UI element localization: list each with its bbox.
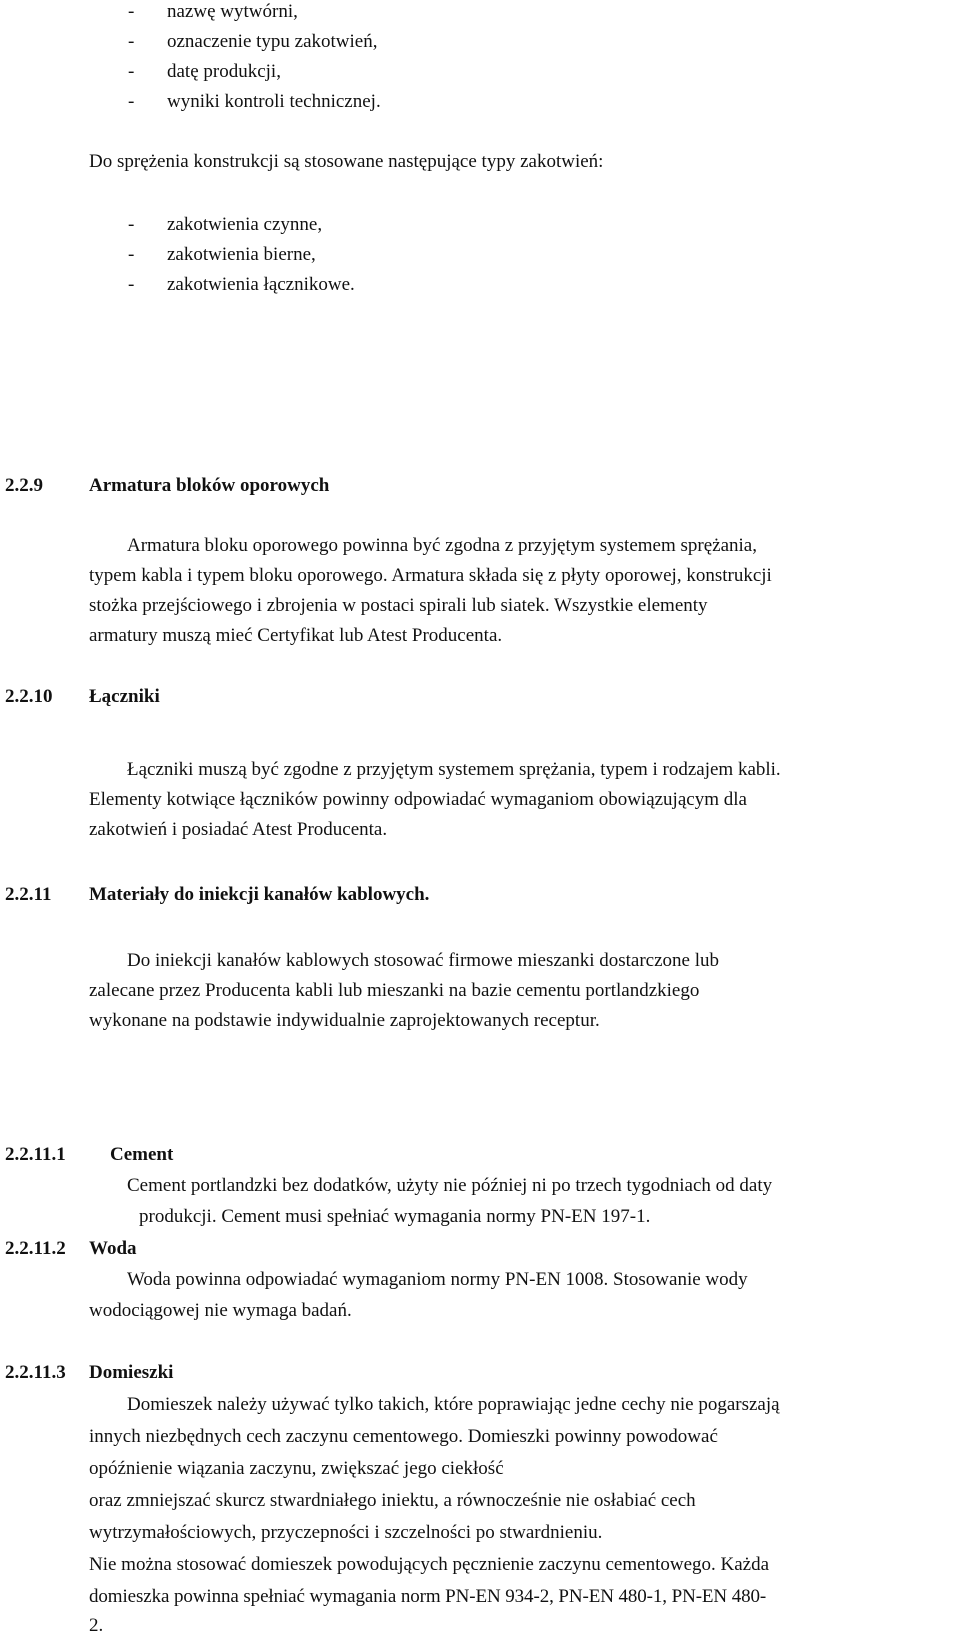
paragraph-line: Nie można stosować domieszek powodujących pęcznienie zaczynu cementowego. Każda <box>89 1554 770 1575</box>
paragraph-line: typem kabla i typem bloku oporowego. Armatura składa się z płyty oporowej, konstrukcji <box>89 565 772 586</box>
paragraph-line: 2. <box>89 1615 104 1636</box>
section-number: 2.2.10 <box>5 686 53 707</box>
section-number: 2.2.11 <box>5 884 52 905</box>
section-title: Materiały do iniekcji kanałów kablowych. <box>89 884 430 905</box>
list-dash: - <box>128 274 135 295</box>
section-title: Łączniki <box>89 686 160 707</box>
list-dash: - <box>128 61 135 82</box>
paragraph-line: wykonane na podstawie indywidualnie zaprojektowanych receptur. <box>89 1010 600 1031</box>
paragraph-line: opóźnienie wiązania zaczynu, zwiększać jego ciekłość <box>89 1458 504 1479</box>
paragraph-line: Cement portlandzki bez dodatków, użyty nie później ni po trzech tygodniach od daty <box>127 1175 773 1196</box>
list-dash: - <box>128 31 135 52</box>
section-title: Armatura bloków oporowych <box>89 475 330 496</box>
list-dash: - <box>128 244 135 265</box>
section-title: Cement <box>110 1144 174 1165</box>
list-item: zakotwienia łącznikowe. <box>167 274 355 295</box>
paragraph-line: Domieszek należy używać tylko takich, które poprawiając jedne cechy nie pogarszają <box>127 1394 780 1415</box>
paragraph-line: Łączniki muszą być zgodne z przyjętym systemem sprężania, typem i rodzajem kabli. <box>127 759 781 780</box>
list-item: oznaczenie typu zakotwień, <box>167 31 378 52</box>
section-number: 2.2.9 <box>5 475 43 496</box>
paragraph-line: wodociągowej nie wymaga badań. <box>89 1300 352 1321</box>
paragraph-intro: Do sprężenia konstrukcji są stosowane następujące typy zakotwień: <box>89 151 604 172</box>
list-dash: - <box>128 214 135 235</box>
paragraph-line: armatury muszą mieć Certyfikat lub Atest Producenta. <box>89 625 503 646</box>
paragraph-line: Woda powinna odpowiadać wymaganiom normy PN-EN 1008. Stosowanie wody <box>127 1269 748 1290</box>
paragraph-line: produkcji. Cement musi spełniać wymagania normy PN-EN 197-1. <box>139 1206 651 1227</box>
paragraph-line: oraz zmniejszać skurcz stwardniałego iniektu, a równocześnie nie osłabiać cech <box>89 1490 696 1511</box>
section-title: Domieszki <box>89 1362 174 1383</box>
paragraph-line: Armatura bloku oporowego powinna być zgodna z przyjętym systemem sprężania, <box>127 535 757 556</box>
list-dash: - <box>128 1 135 22</box>
paragraph-line: Elementy kotwiące łączników powinny odpowiadać wymaganiom obowiązującym dla <box>89 789 747 810</box>
paragraph-line: zalecane przez Producenta kabli lub mieszanki na bazie cementu portlandzkiego <box>89 980 700 1001</box>
paragraph-line: zakotwień i posiadać Atest Producenta. <box>89 819 388 840</box>
list-item: zakotwienia czynne, <box>167 214 323 235</box>
list-item: datę produkcji, <box>167 61 281 82</box>
paragraph-line: domieszka powinna spełniać wymagania norm PN-EN 934-2, PN-EN 480-1, PN-EN 480- <box>89 1586 767 1607</box>
section-title: Woda <box>89 1238 137 1259</box>
list-item: nazwę wytwórni, <box>167 1 298 22</box>
paragraph-line: innych niezbędnych cech zaczynu cementowego. Domieszki powinny powodować <box>89 1426 718 1447</box>
paragraph-line: wytrzymałościowych, przyczepności i szczelności po stwardnieniu. <box>89 1522 603 1543</box>
paragraph-line: Do iniekcji kanałów kablowych stosować firmowe mieszanki dostarczone lub <box>127 950 719 971</box>
list-dash: - <box>128 91 135 112</box>
section-number: 2.2.11.2 <box>5 1238 66 1259</box>
paragraph-line: stożka przejściowego i zbrojenia w postaci spirali lub siatek. Wszystkie elementy <box>89 595 708 616</box>
section-number: 2.2.11.3 <box>5 1362 66 1383</box>
list-item: wyniki kontroli technicznej. <box>167 91 381 112</box>
list-item: zakotwienia bierne, <box>167 244 316 265</box>
section-number: 2.2.11.1 <box>5 1144 66 1165</box>
